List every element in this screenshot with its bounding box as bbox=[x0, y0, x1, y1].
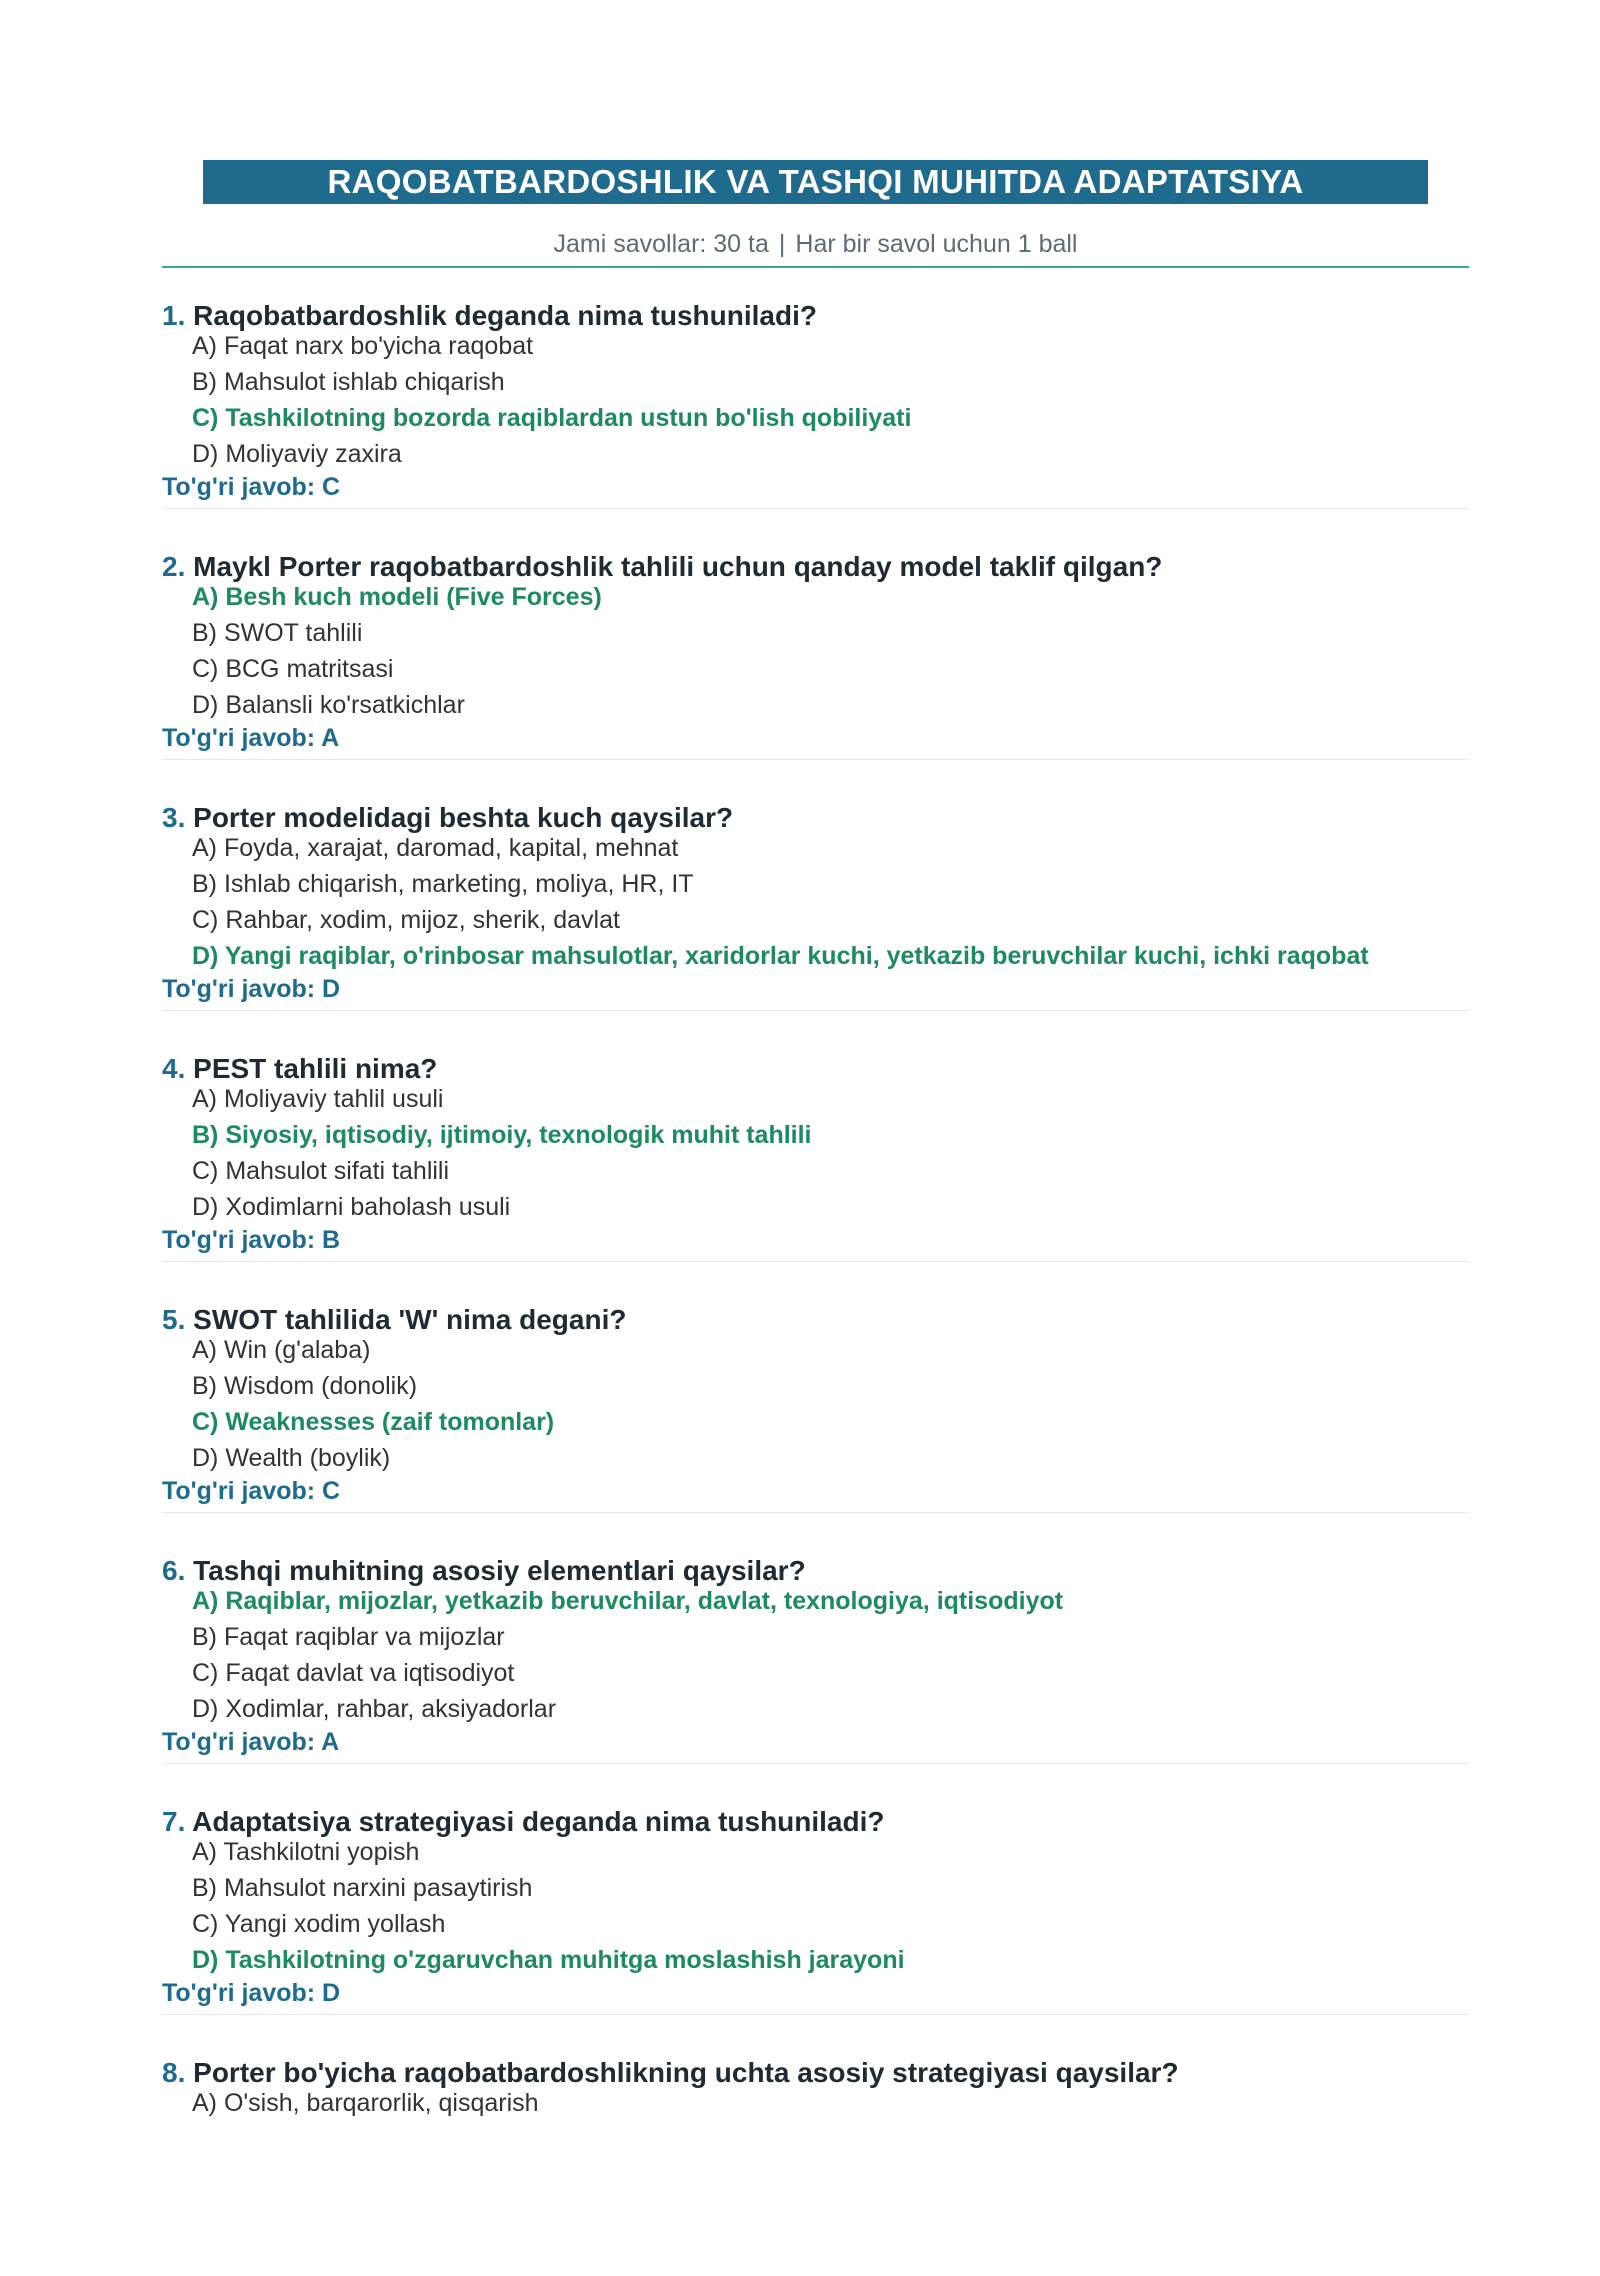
question-text: PEST tahlili nima? bbox=[193, 1053, 438, 1084]
subtitle-separator: | bbox=[778, 230, 786, 258]
correct-option: C) Tashkilotning bozorda raqiblardan ustun bo'lish qobiliyati bbox=[192, 404, 912, 432]
question-divider bbox=[162, 1261, 1469, 1262]
question-divider bbox=[162, 2014, 1469, 2015]
answer-option: C) Faqat davlat va iqtisodiyot bbox=[192, 1659, 515, 1687]
question-divider bbox=[162, 1763, 1469, 1764]
question-title bbox=[162, 299, 817, 333]
question-divider bbox=[162, 1512, 1469, 1513]
answer-option: D) Xodimlarni baholash usuli bbox=[192, 1193, 511, 1221]
question-divider bbox=[162, 508, 1469, 509]
answer-option: D) Xodimlar, rahbar, aksiyadorlar bbox=[192, 1695, 557, 1723]
answer-option: B) Wisdom (donolik) bbox=[192, 1372, 418, 1400]
question-text: Adaptatsiya strategiyasi deganda nima tushuniladi? bbox=[192, 1806, 885, 1837]
question-number: 4. bbox=[162, 1053, 186, 1084]
answer-option: A) Faqat narx bo'yicha raqobat bbox=[192, 332, 534, 360]
question-title bbox=[162, 1805, 885, 1839]
question-block bbox=[162, 1774, 1469, 2025]
question-number: 1. bbox=[162, 300, 186, 331]
question-text: Porter modelidagi beshta kuch qaysilar? bbox=[193, 802, 734, 833]
correct-option: D) Tashkilotning o'zgaruvchan muhitga moslashish jarayoni bbox=[192, 1946, 905, 1974]
answer-option: D) Moliyaviy zaxira bbox=[192, 440, 402, 468]
answer-option: A) Tashkilotni yopish bbox=[192, 1838, 420, 1866]
question-text: Porter bo'yicha raqobatbardoshlikning uchta asosiy strategiyasi qaysilar? bbox=[193, 2057, 1179, 2088]
answer-option: A) Win (g'alaba) bbox=[192, 1336, 371, 1364]
answer-option: C) Yangi xodim yollash bbox=[192, 1910, 446, 1938]
question-block bbox=[162, 770, 1469, 1021]
correct-answer-label: To'g'ri javob: A bbox=[162, 1728, 340, 1756]
answer-option: B) Faqat raqiblar va mijozlar bbox=[192, 1623, 505, 1651]
question-number: 3. bbox=[162, 802, 186, 833]
question-title bbox=[162, 1554, 806, 1588]
total-questions-label: Jami savollar: 30 ta bbox=[553, 230, 769, 258]
correct-option: D) Yangi raqiblar, o'rinbosar mahsulotlar, xaridorlar kuchi, yetkazib beruvchilar kuchi, ichki raqobat bbox=[192, 942, 1369, 970]
answer-option: C) Rahbar, xodim, mijoz, sherik, davlat bbox=[192, 906, 620, 934]
answer-option: B) Ishlab chiqarish, marketing, moliya, HR, IT bbox=[192, 870, 694, 898]
correct-answer-label: To'g'ri javob: B bbox=[162, 1226, 341, 1254]
question-title bbox=[162, 2056, 1179, 2090]
correct-answer-label: To'g'ri javob: D bbox=[162, 1979, 341, 2007]
correct-option: B) Siyosiy, iqtisodiy, ijtimoiy, texnologik muhit tahlili bbox=[192, 1121, 812, 1149]
answer-option: A) O'sish, barqarorlik, qisqarish bbox=[192, 2089, 539, 2117]
answer-option: D) Wealth (boylik) bbox=[192, 1444, 391, 1472]
question-text: SWOT tahlilida 'W' nima degani? bbox=[193, 1304, 627, 1335]
answer-option: A) Moliyaviy tahlil usuli bbox=[192, 1085, 444, 1113]
correct-option: A) Raqiblar, mijozlar, yetkazib beruvchilar, davlat, texnologiya, iqtisodiyot bbox=[192, 1587, 1064, 1615]
answer-option: A) Foyda, xarajat, daromad, kapital, mehnat bbox=[192, 834, 679, 862]
document-title: RAQOBATBARDOSHLIK VA TASHQI MUHITDA ADAPTATSIYA bbox=[327, 163, 1304, 200]
correct-answer-label: To'g'ri javob: A bbox=[162, 724, 340, 752]
question-list bbox=[162, 268, 1469, 2276]
question-block bbox=[162, 1523, 1469, 1774]
points-per-question-label: Har bir savol uchun 1 ball bbox=[795, 230, 1078, 258]
question-divider bbox=[162, 759, 1469, 760]
question-block bbox=[162, 1272, 1469, 1523]
document-subtitle bbox=[162, 229, 1469, 259]
correct-answer-label: To'g'ri javob: D bbox=[162, 975, 341, 1003]
question-text: Maykl Porter raqobatbardoshlik tahlili uchun qanday model taklif qilgan? bbox=[193, 551, 1163, 582]
question-title bbox=[162, 1052, 437, 1086]
correct-option: A) Besh kuch modeli (Five Forces) bbox=[192, 583, 602, 611]
question-number: 6. bbox=[162, 1555, 186, 1586]
question-block bbox=[162, 1021, 1469, 1272]
correct-answer-label: To'g'ri javob: C bbox=[162, 1477, 341, 1505]
answer-option: C) Mahsulot sifati tahlili bbox=[192, 1157, 450, 1185]
answer-option: D) Balansli ko'rsatkichlar bbox=[192, 691, 465, 719]
answer-option: B) Mahsulot ishlab chiqarish bbox=[192, 368, 505, 396]
question-number: 2. bbox=[162, 551, 186, 582]
question-text: Tashqi muhitning asosiy elementlari qaysilar? bbox=[193, 1555, 806, 1586]
document-page bbox=[162, 160, 1469, 2276]
question-number: 7. bbox=[162, 1806, 186, 1837]
answer-option: C) BCG matritsasi bbox=[192, 655, 394, 683]
question-block bbox=[162, 2025, 1469, 2276]
question-text: Raqobatbardoshlik deganda nima tushuniladi? bbox=[193, 300, 817, 331]
question-number: 8. bbox=[162, 2057, 186, 2088]
question-divider bbox=[162, 1010, 1469, 1011]
answer-option: B) SWOT tahlili bbox=[192, 619, 363, 647]
question-title bbox=[162, 550, 1162, 584]
question-number: 5. bbox=[162, 1304, 186, 1335]
question-block bbox=[162, 519, 1469, 770]
correct-option: C) Weaknesses (zaif tomonlar) bbox=[192, 1408, 555, 1436]
correct-answer-label: To'g'ri javob: C bbox=[162, 473, 341, 501]
question-title bbox=[162, 801, 733, 835]
question-title bbox=[162, 1303, 626, 1337]
answer-option: B) Mahsulot narxini pasaytirish bbox=[192, 1874, 533, 1902]
title-banner bbox=[203, 160, 1428, 204]
question-block bbox=[162, 268, 1469, 519]
